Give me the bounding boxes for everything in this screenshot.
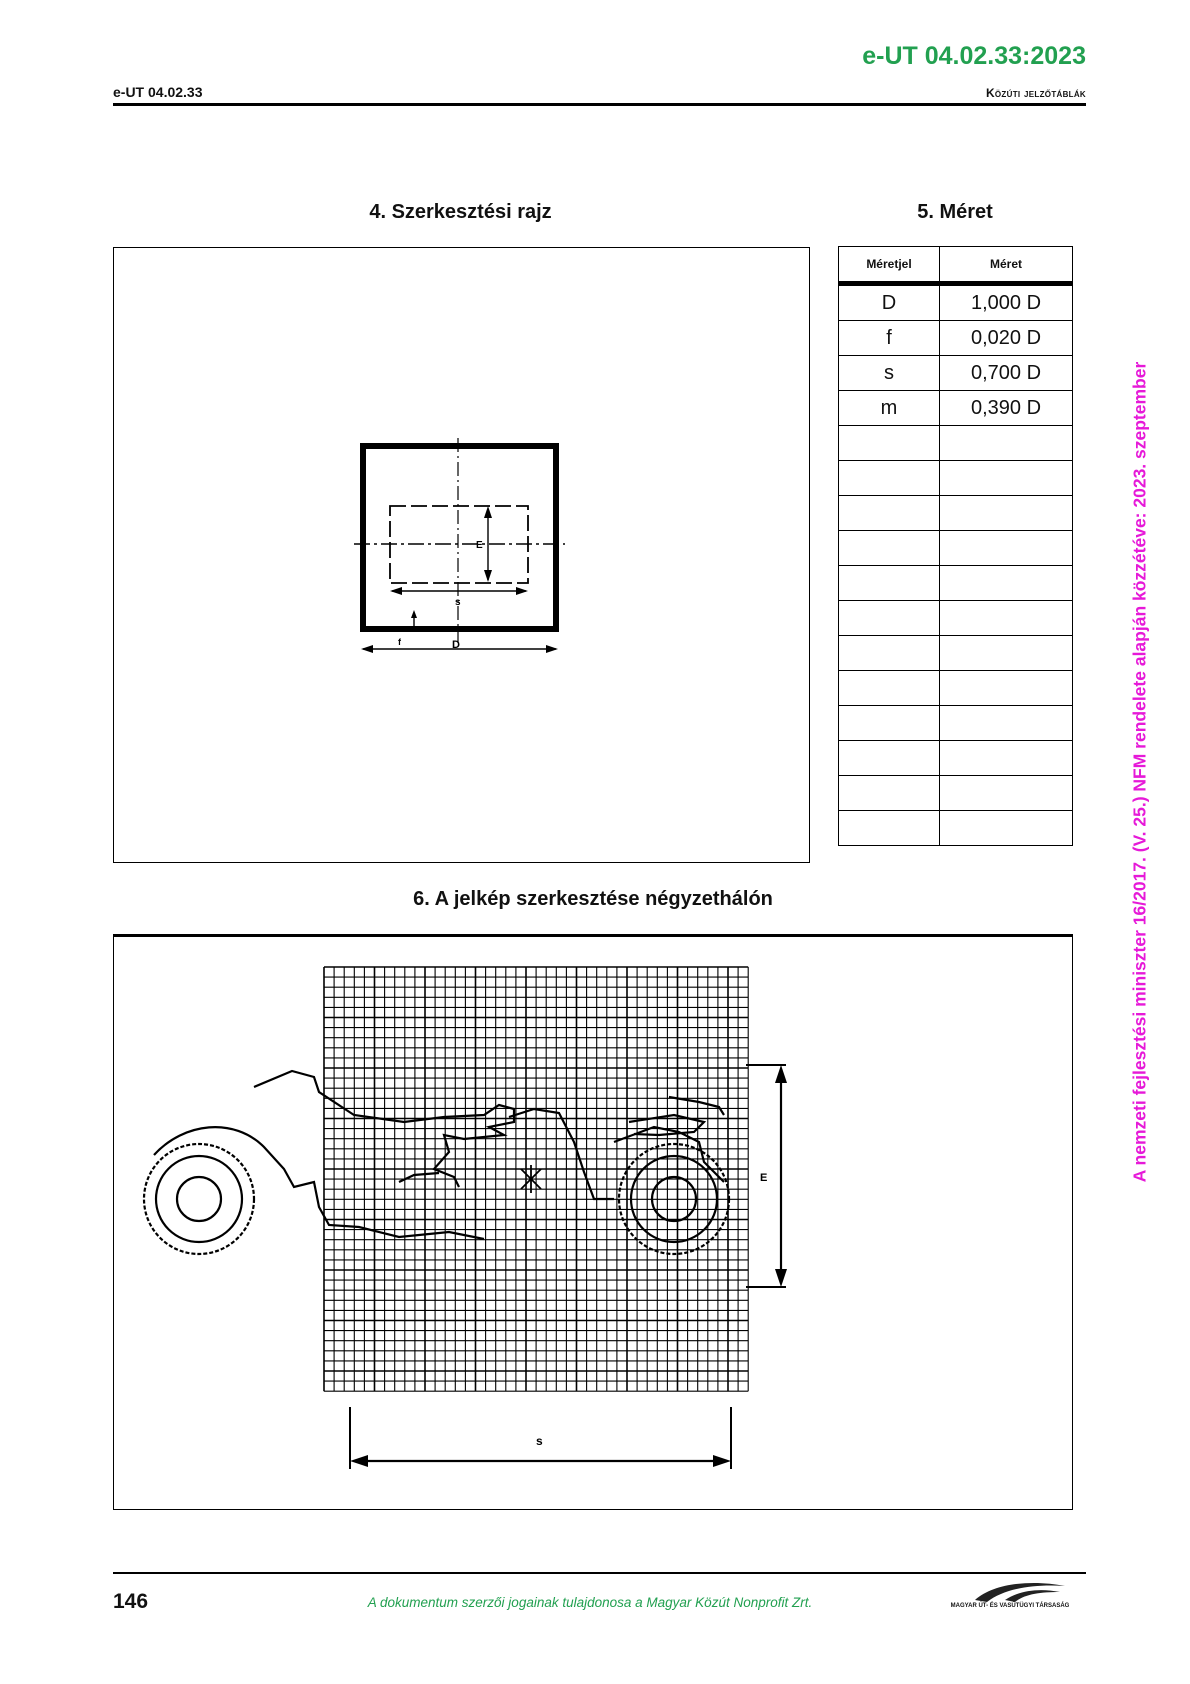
- empty-table-row: [839, 671, 1073, 706]
- empty-table-row: [839, 706, 1073, 741]
- size-value: 1,000 D: [940, 284, 1073, 321]
- empty-cell: [839, 636, 940, 671]
- grid-construction-drawing: [114, 937, 1071, 1509]
- empty-cell: [839, 706, 940, 741]
- d-label: D: [452, 639, 460, 651]
- empty-cell: [940, 741, 1073, 776]
- empty-cell: [839, 496, 940, 531]
- empty-table-row: [839, 741, 1073, 776]
- s-arrow-left: [390, 587, 402, 595]
- table-row: [839, 321, 1073, 356]
- e-arrow-top: [775, 1065, 787, 1083]
- e-label: E: [760, 1172, 768, 1184]
- footer-rule: [113, 1572, 1086, 1574]
- s-arrow-right: [516, 587, 528, 595]
- empty-cell: [839, 671, 940, 706]
- size-symbol: D: [839, 284, 940, 321]
- f-label: f: [398, 637, 401, 647]
- size-section-title: 5. Méret: [917, 201, 993, 223]
- f-arrow: [411, 610, 417, 618]
- empty-cell: [940, 531, 1073, 566]
- empty-cell: [940, 426, 1073, 461]
- empty-cell: [839, 776, 940, 811]
- empty-table-row: [839, 496, 1073, 531]
- document-code: e-UT 04.02.33:2023: [862, 42, 1086, 70]
- page-number: 146: [113, 1590, 149, 1613]
- empty-cell: [940, 776, 1073, 811]
- s-arrow-right: [713, 1455, 731, 1467]
- empty-table-row: [839, 776, 1073, 811]
- table-row: [839, 284, 1073, 321]
- empty-cell: [940, 496, 1073, 531]
- construction-drawing: [114, 248, 811, 864]
- empty-cell: [839, 741, 940, 776]
- empty-cell: [839, 601, 940, 636]
- empty-table-row: [839, 601, 1073, 636]
- table-row: [839, 356, 1073, 391]
- empty-table-row: [839, 426, 1073, 461]
- e-arrow-top: [484, 506, 492, 518]
- rear-wheel-outer: [144, 1144, 254, 1254]
- grid-construction-box: [113, 934, 1073, 1510]
- size-table-header-row: [839, 247, 1073, 284]
- empty-cell: [839, 811, 940, 846]
- rear-wheel-tire: [156, 1156, 242, 1242]
- header-left-code: e-UT 04.02.33: [113, 84, 203, 100]
- empty-table-row: [839, 531, 1073, 566]
- empty-table-row: [839, 461, 1073, 496]
- copyright-notice: A dokumentum szerzői jogainak tulajdonosa a Magyar Közút Nonprofit Zrt.: [367, 1595, 813, 1610]
- s-label: s: [455, 597, 461, 608]
- rear-wheel-hub: [177, 1177, 221, 1221]
- d-arrow-left: [361, 645, 373, 653]
- empty-cell: [940, 706, 1073, 741]
- publication-side-note: A nemzeti fejlesztési miniszter 16/2017. (V. 25.) NFM rendelete alapján közzétéve: 2023. szeptember: [1129, 361, 1150, 1183]
- size-table: [838, 246, 1073, 846]
- header-rule: [113, 103, 1086, 106]
- logo-swoosh-icon: [935, 1580, 1085, 1604]
- header-right-title: Közúti jelzőtáblák: [985, 86, 1086, 100]
- empty-table-row: [839, 566, 1073, 601]
- empty-cell: [940, 671, 1073, 706]
- empty-cell: [940, 566, 1073, 601]
- e-arrow-bottom: [484, 570, 492, 582]
- e-arrow-bottom: [775, 1269, 787, 1287]
- d-arrow-right: [546, 645, 558, 653]
- construction-drawing-box: [113, 247, 810, 863]
- s-arrow-left: [350, 1455, 368, 1467]
- size-value: 0,390 D: [940, 391, 1073, 426]
- size-symbol-header: Méretjel: [839, 247, 940, 284]
- empty-cell: [839, 531, 940, 566]
- s-label: s: [536, 1434, 543, 1448]
- empty-cell: [839, 426, 940, 461]
- size-value-header: Méret: [940, 247, 1073, 284]
- drawing-section-title: 4. Szerkesztési rajz: [369, 201, 552, 223]
- table-row: [839, 391, 1073, 426]
- empty-cell: [940, 461, 1073, 496]
- empty-table-row: [839, 811, 1073, 846]
- empty-table-row: [839, 636, 1073, 671]
- empty-cell: [839, 461, 940, 496]
- logo-text: MAGYAR ÚT- ÉS VASÚTÜGYI TÁRSASÁG: [950, 1603, 1070, 1609]
- society-logo: [935, 1580, 1085, 1620]
- size-value: 0,020 D: [940, 321, 1073, 356]
- empty-cell: [839, 566, 940, 601]
- empty-cell: [940, 811, 1073, 846]
- empty-cell: [940, 601, 1073, 636]
- e-label: E: [476, 540, 483, 551]
- grid-section-title: 6. A jelkép szerkesztése négyzethálón: [413, 888, 773, 910]
- size-value: 0,700 D: [940, 356, 1073, 391]
- size-symbol: m: [839, 391, 940, 426]
- rear-fender-line: [154, 1127, 484, 1239]
- size-symbol: f: [839, 321, 940, 356]
- size-symbol: s: [839, 356, 940, 391]
- empty-cell: [940, 636, 1073, 671]
